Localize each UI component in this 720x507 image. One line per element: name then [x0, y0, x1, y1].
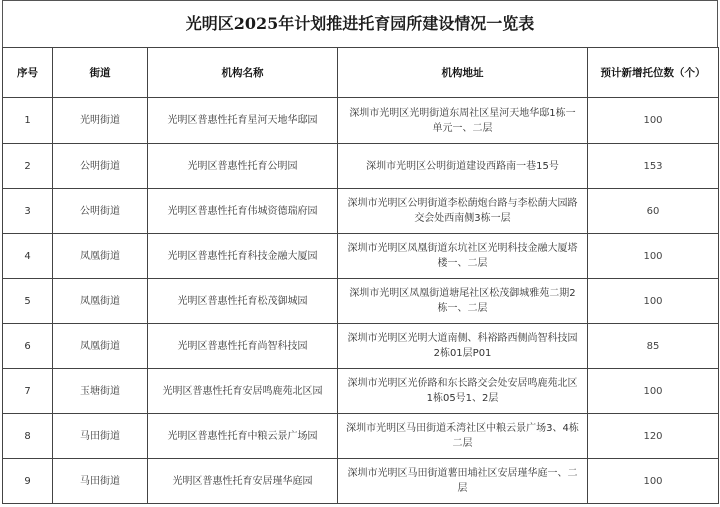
cell-address[interactable]: 深圳市光明区公明街道李松蓢炮台路与李松蓢大园路交会处西南侧3栋一层: [338, 189, 588, 234]
cell-index[interactable]: 4: [3, 234, 53, 279]
cell-index[interactable]: 3: [3, 189, 53, 234]
cell-seats[interactable]: 100: [588, 279, 719, 324]
header-row: [3, 48, 719, 98]
cell-name[interactable]: 光明区普惠性托育公明园: [148, 144, 338, 189]
header-institution-name[interactable]: 机构名称: [148, 48, 338, 98]
childcare-table: [2, 47, 719, 504]
cell-index[interactable]: 8: [3, 414, 53, 459]
table-row: [3, 279, 719, 324]
cell-street[interactable]: 公明街道: [53, 144, 148, 189]
cell-index[interactable]: 7: [3, 369, 53, 414]
cell-street[interactable]: 凤凰街道: [53, 324, 148, 369]
header-institution-address[interactable]: 机构地址: [338, 48, 588, 98]
cell-seats[interactable]: 120: [588, 414, 719, 459]
cell-street[interactable]: 玉塘街道: [53, 369, 148, 414]
table-row: [3, 369, 719, 414]
cell-address[interactable]: 深圳市光明区马田街道薯田埔社区安居瑾华庭一、二层: [338, 459, 588, 504]
header-street[interactable]: 街道: [53, 48, 148, 98]
cell-index[interactable]: 9: [3, 459, 53, 504]
table-row: [3, 234, 719, 279]
cell-index[interactable]: 2: [3, 144, 53, 189]
header-planned-seats[interactable]: 预计新增托位数（个）: [588, 48, 719, 98]
cell-seats[interactable]: 100: [588, 459, 719, 504]
cell-seats[interactable]: 60: [588, 189, 719, 234]
cell-name[interactable]: 光明区普惠性托育中粮云景广场园: [148, 414, 338, 459]
cell-index[interactable]: 6: [3, 324, 53, 369]
cell-address[interactable]: 深圳市光明区光明大道南侧、科裕路西侧尚智科技园2栋01层P01: [338, 324, 588, 369]
cell-address[interactable]: 深圳市光明区凤凰街道塘尾社区松茂御城雅苑二期2栋一、二层: [338, 279, 588, 324]
cell-name[interactable]: 光明区普惠性托育尚智科技园: [148, 324, 338, 369]
cell-name[interactable]: 光明区普惠性托育伟城资德瑞府园: [148, 189, 338, 234]
cell-street[interactable]: 马田街道: [53, 414, 148, 459]
cell-name[interactable]: 光明区普惠性托育星河天地华邸园: [148, 98, 338, 144]
cell-address[interactable]: 深圳市光明区凤凰街道东坑社区光明科技金融大厦塔楼一、二层: [338, 234, 588, 279]
cell-address[interactable]: 深圳市光明区光明街道东周社区星河天地华邸1栋一单元一、二层: [338, 98, 588, 144]
cell-street[interactable]: 凤凰街道: [53, 234, 148, 279]
cell-index[interactable]: 1: [3, 98, 53, 144]
table-row: [3, 459, 719, 504]
table-row: [3, 144, 719, 189]
cell-seats[interactable]: 100: [588, 98, 719, 144]
cell-street[interactable]: 光明街道: [53, 98, 148, 144]
cell-street[interactable]: 公明街道: [53, 189, 148, 234]
cell-address[interactable]: 深圳市光明区光侨路和东长路交会处安居鸣鹿苑北区1栋05号1、2层: [338, 369, 588, 414]
cell-seats[interactable]: 153: [588, 144, 719, 189]
cell-index[interactable]: 5: [3, 279, 53, 324]
cell-street[interactable]: 马田街道: [53, 459, 148, 504]
header-index[interactable]: 序号: [3, 48, 53, 98]
cell-seats[interactable]: 85: [588, 324, 719, 369]
table-title: 光明区2025年计划推进托育园所建设情况一览表: [2, 0, 718, 47]
spreadsheet: [2, 0, 718, 504]
cell-name[interactable]: 光明区普惠性托育安居鸣鹿苑北区园: [148, 369, 338, 414]
cell-name[interactable]: 光明区普惠性托育科技金融大厦园: [148, 234, 338, 279]
table-row: [3, 414, 719, 459]
cell-name[interactable]: 光明区普惠性托育安居瑾华庭园: [148, 459, 338, 504]
table-row: [3, 98, 719, 144]
cell-seats[interactable]: 100: [588, 369, 719, 414]
cell-street[interactable]: 凤凰街道: [53, 279, 148, 324]
cell-address[interactable]: 深圳市光明区公明街道建设西路南一巷15号: [338, 144, 588, 189]
cell-seats[interactable]: 100: [588, 234, 719, 279]
table-row: [3, 189, 719, 234]
cell-address[interactable]: 深圳市光明区马田街道禾湾社区中粮云景广场3、4栋二层: [338, 414, 588, 459]
cell-name[interactable]: 光明区普惠性托育松茂御城园: [148, 279, 338, 324]
table-row: [3, 324, 719, 369]
